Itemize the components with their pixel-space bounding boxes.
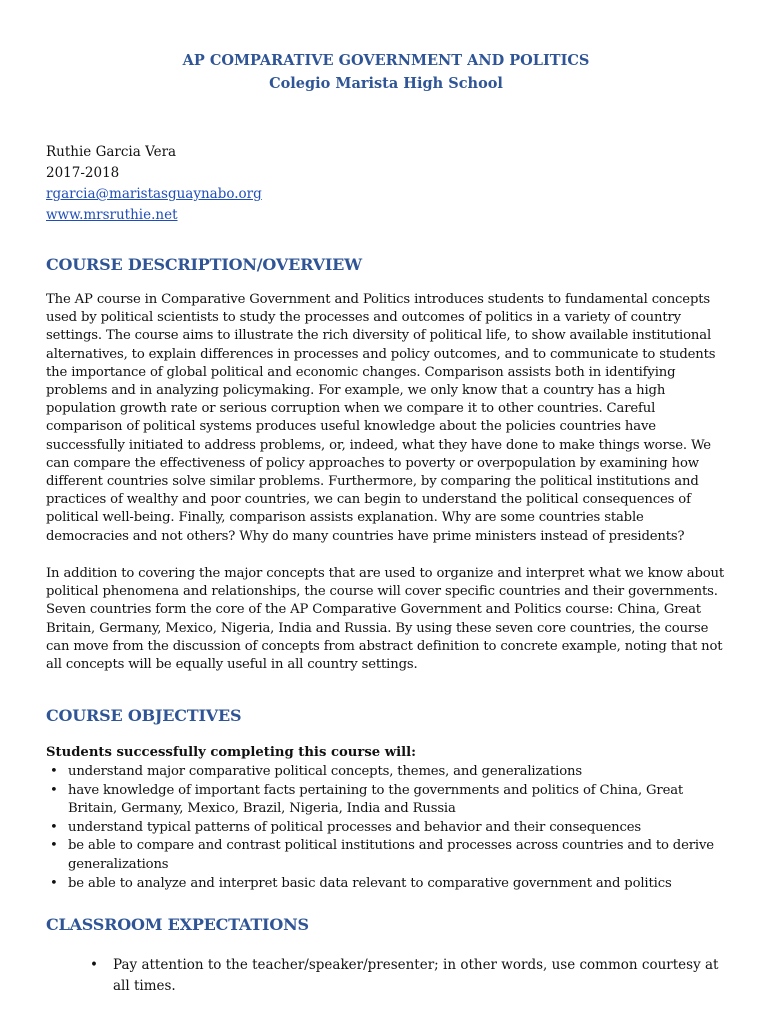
list-item: • be able to analyze and interpret basic data relevant to comparative government and politics: [46, 875, 726, 894]
website-link[interactable]: www.mrsruthie.net: [46, 207, 178, 223]
bullet-icon: •: [50, 838, 58, 854]
email-link[interactable]: rgarcia@maristasguaynabo.org: [46, 186, 262, 202]
bullet-icon: •: [50, 764, 58, 779]
description-paragraph-1: The AP course in Comparative Government and Politics introduces students to fundamental concepts used by political scientists to study the processes and outcomes of politics in a variety of country settings. The course aims to illustrate the rich diversity of political life, to show available institutional alternatives, to explain differences in processes and policy outcomes, and to communicate to students the importance of global political and economic changes. Comparison assists both in identifying problems and in analyzing policymaking. For example, we only know that a country has a high population growth rate or serious corruption when we compare it to other countries. Careful comparison of political systems produces useful knowledge about the policies countries have successfully initiated to address problems, or, indeed, what they have done to make things worse. We can compare the effectiveness of policy approaches to poverty or overpopulation by examining how different countries solve similar problems. Furthermore, by comparing the political institutions and practices of wealthy and poor countries, we can begin to understand the political consequences of political well-being. Finally, comparison assists explanation. Why are some countries stable democracies and not others? Why do many countries have prime ministers instead of presidents?: [46, 292, 716, 544]
list-item: • Pay attention to the teacher/speaker/presenter; in other words, use common courtesy at all times.: [90, 957, 719, 994]
expectations-list: [46, 955, 726, 997]
description-paragraph-2: In addition to covering the major concepts that are used to organize and interpret what we know about political phenomena and relationships, the course will cover specific countries and their governments. Seven countries form the core of the AP Comparative Government and Politics course: China, Great Britain, Germany, Mexico, Nigeria, India and Russia. By using these seven core countries, the course can move from the discussion of concepts from abstract definition to concrete example, noting that not all concepts will be equally useful in all country settings.: [46, 566, 725, 673]
author-name: Ruthie Garcia Vera: [46, 144, 177, 160]
school-year: 2017-2018: [46, 165, 120, 181]
bullet-icon: •: [50, 782, 58, 798]
list-item: • understand typical patterns of political processes and behavior and their consequences: [46, 819, 726, 838]
author-info: [46, 142, 262, 226]
school-name: Colegio Marista High School: [269, 75, 503, 92]
objectives-list: [46, 763, 726, 893]
expectations-heading: CLASSROOM EXPECTATIONS: [46, 915, 309, 934]
description-heading: COURSE DESCRIPTION/OVERVIEW: [46, 255, 362, 274]
list-item: • understand major comparative political concepts, themes, and generalizations: [46, 763, 726, 782]
list-item: • have knowledge of important facts pertaining to the governments and politics of China, Great Britain, Germany, Mexico, Brazil, Nigeria, India and Russia: [50, 782, 684, 817]
course-title: AP COMPARATIVE GOVERNMENT AND POLITICS: [182, 52, 590, 69]
objectives-lead: Students successfully completing this course will:: [46, 745, 416, 760]
objectives-heading: COURSE OBJECTIVES: [46, 706, 242, 725]
list-item: • be able to compare and contrast political institutions and processes across countries and to derive generalizations: [50, 838, 714, 872]
bullet-icon: •: [50, 875, 58, 891]
bullet-icon: •: [50, 819, 58, 835]
document-header: [46, 49, 726, 95]
bullet-icon: •: [90, 957, 98, 973]
